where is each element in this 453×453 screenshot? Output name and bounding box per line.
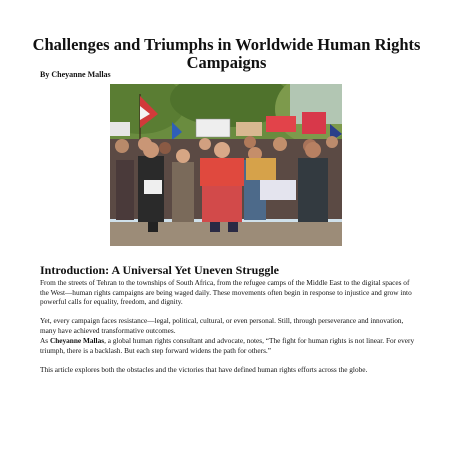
paragraph-4: This article explores both the obstacles and the victories that have defined human rights efforts across the globe. xyxy=(40,365,368,374)
paragraph-3-quote: , a global human rights consultant and advocate, notes, “The fight for human rights is not linear. For every triumph, there is a backlash. But each step forward widens the path for others.” xyxy=(40,336,415,355)
paragraph-3-prefix: As xyxy=(40,336,50,345)
section-heading: Introduction: A Universal Yet Uneven Struggle xyxy=(40,263,280,277)
author-name: Cheyanne Mallas xyxy=(49,336,105,345)
article-byline: By Cheyanne Mallas xyxy=(40,70,111,79)
article-title: Challenges and Triumphs in Worldwide Human Rights Campaigns xyxy=(32,35,421,72)
paragraph-1: From the streets of Tehran to the townships of South Africa, from the refugee camps of the Middle East to the digital spaces of the West—human rights campaigns are being waged daily. These movements often begin in response to injustice and grow into powerful calls for equality, freedom, and dignity. xyxy=(40,278,412,307)
paragraph-2: Yet, every campaign faces resistance—legal, political, cultural, or even personal. Still, through perseverance and innovation, many have achieved transformative outcomes. xyxy=(40,316,404,335)
paragraph-3 xyxy=(40,336,418,355)
protest-crowd-photo xyxy=(110,84,342,246)
